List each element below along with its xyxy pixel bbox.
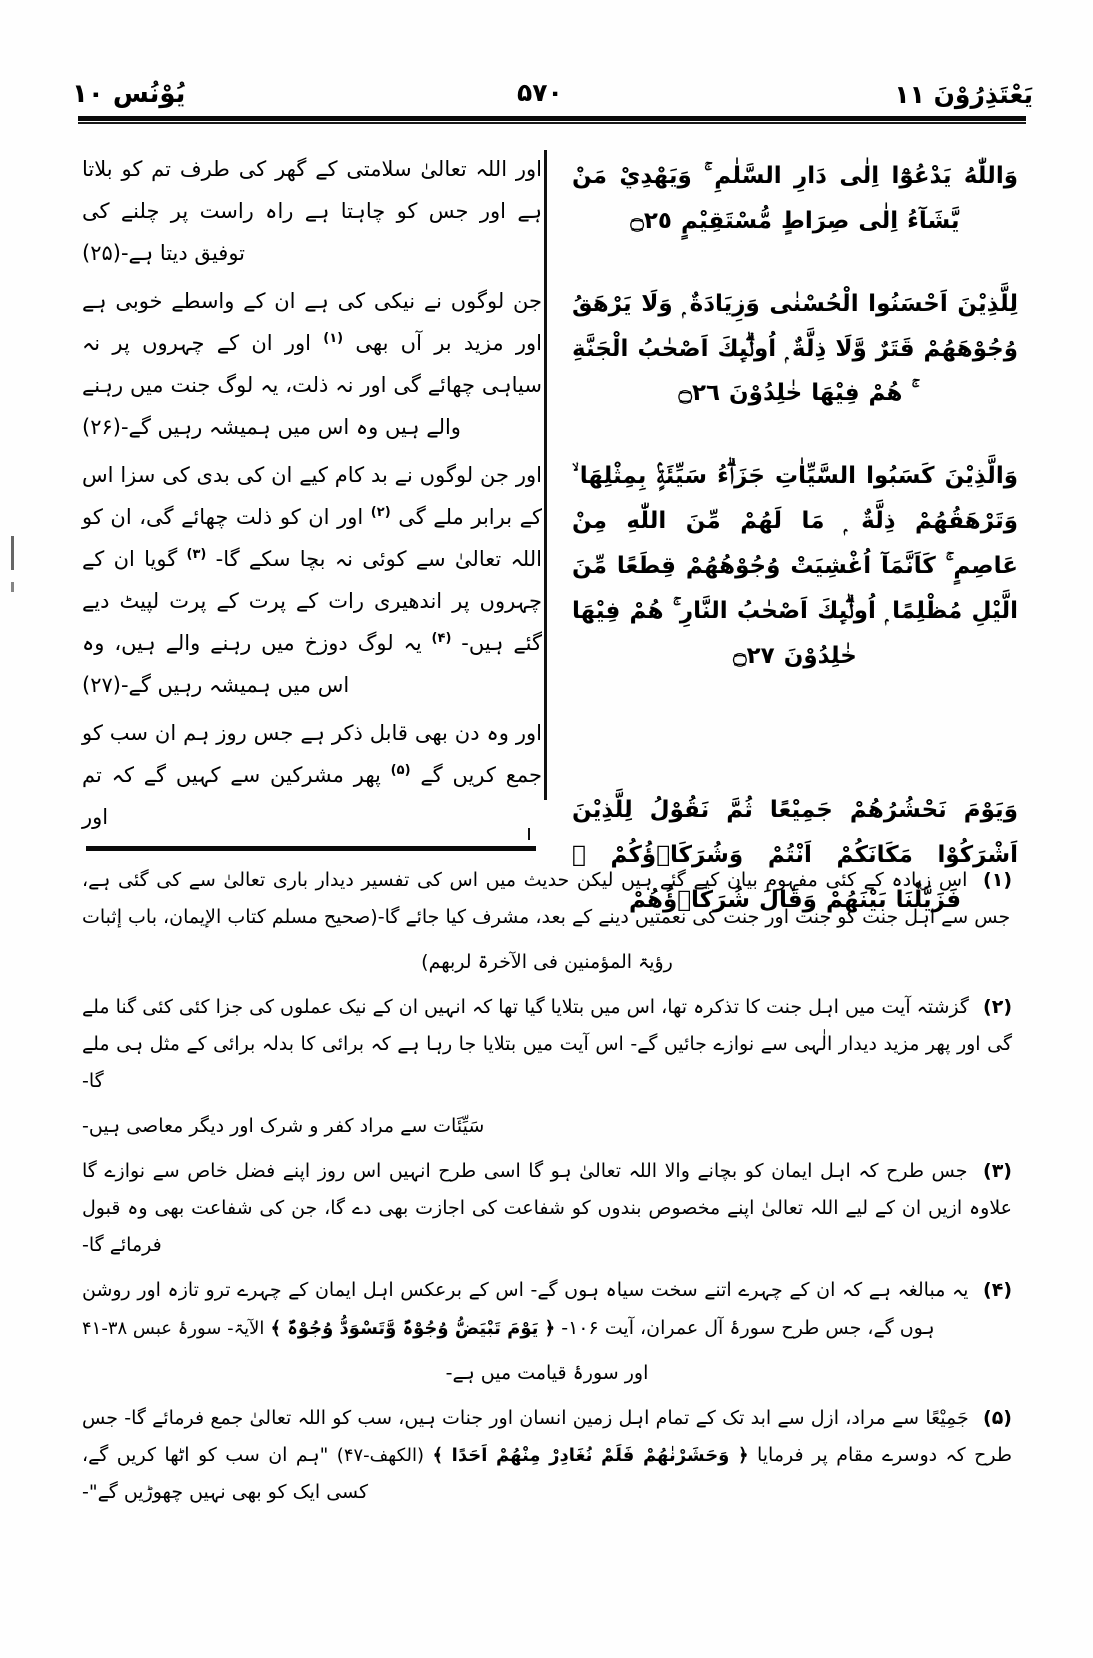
ayah-verse-25: وَاللّٰهُ يَدْعُوْٓا اِلٰى دَارِ السَّلٰمِ ۚ وَيَهْدِيْ مَنْ يَّشَآءُ اِلٰى صِرَاطٍ مُّسْتَقِيْمٍ ۝٢٥ bbox=[572, 163, 1018, 234]
column-divider bbox=[544, 150, 547, 800]
urdu-text-26a: جن لوگوں نے نیکی کی ہے ان کے واسطے خوبی ہے اور مزید بر آں بھی bbox=[82, 289, 542, 355]
urdu-text-25: اور اللہ تعالیٰ سلامتی کے گھر کی طرف تم کو بلاتا ہے اور جس کو چاہتا ہے راہ راست پر چلنے کی توفیق دیتا ہے-(۲۵) bbox=[82, 157, 542, 265]
footnote-separator-rule bbox=[86, 846, 536, 851]
footnote-ref-5[interactable]: (۵) bbox=[390, 763, 411, 778]
urdu-translation-28 bbox=[82, 712, 542, 838]
footnote-rule-tick bbox=[528, 828, 530, 840]
footnote-5-arabic-quote: ﴿ وَحَشَرْنٰهُمْ فَلَمْ نُغَادِرْ مِنْهُمْ اَحَدًا ﴾ bbox=[432, 1444, 749, 1466]
footnote-4-reference: الآیۃ- سورۂ عبس ۳۸-۴۱ bbox=[82, 1317, 265, 1339]
page-header bbox=[72, 58, 1033, 110]
ayah-verse-26: لِلَّذِيْنَ اَحْسَنُوا الْحُسْنٰى وَزِيَادَةٌ ۭ وَلَا يَرْهَقُ وُجُوْهَهُمْ قَتَرٌ وَّلَا ذِلَّةٌ ۭ اُولٰۗىِٕكَ اَصْحٰبُ الْجَنَّةِ ۚ هُمْ فِيْهَا خٰلِدُوْنَ ۝٢٦ bbox=[572, 290, 1018, 407]
footnote-1-text: اس زیادہ کے کئی مفہوم بیان کیے گئے ہیں لیکن حدیث میں اس کی تفسیر دیدار باری تعالیٰ سے کی گئی ہے، جس سے اہل جنت کو جنت اور جنت کی نعمتیں دینے کے بعد، مشرف کیا جائے گا-(صحیح مسلم کتاب الإیمان، باب إثبات bbox=[82, 869, 1011, 929]
footnote-ref-1[interactable]: (۱) bbox=[323, 331, 344, 346]
footnote-1-citation: رؤیۃ المؤمنین فی الآخرۃ لربھم) bbox=[421, 951, 673, 974]
footnote-5-text: جَمِیْعًا سے مراد، ازل سے ابد تک کے تمام اہل زمین انسان اور جنات ہیں، سب کو اللہ تعالیٰ جمع فرمائے گا- جس طرح کہ دوسرے مقام پر فرمایا bbox=[82, 1406, 1012, 1466]
urdu-text-27d: یہ لوگ دوزخ میں رہنے والے ہیں، وہ اس میں ہمیشہ رہیں گے-(۲۷) bbox=[82, 631, 422, 697]
footnote-2-tail: سَیِّئَات سے مراد کفر و شرک اور دیگر معاصی ہیں- bbox=[82, 1115, 485, 1138]
footnote-ref-3[interactable]: (۳) bbox=[186, 547, 207, 562]
urdu-translation-25 bbox=[82, 148, 542, 274]
footnote-5 bbox=[82, 1400, 1012, 1511]
urdu-translation-27 bbox=[82, 454, 542, 706]
footnote-4-marker: (۴) bbox=[983, 1279, 1012, 1302]
urdu-translation-column bbox=[78, 140, 556, 829]
header-surah-title: يُوْنُس ١٠ bbox=[72, 79, 186, 110]
footnote-3-marker: (۳) bbox=[983, 1160, 1012, 1183]
urdu-text-27a: اور جن لوگوں نے بد کام کیے ان کی بدی کی سزا اس کے برابر ملے گی bbox=[82, 463, 542, 529]
ayah-verse-27: وَالَّذِيْنَ كَسَبُوا السَّيِّاٰتِ جَزَاۗءُ سَيِّئَةٍۢ بِمِثْلِهَا ۙ وَتَرْهَقُهُمْ ذِلَّةٌ ۭ مَا لَهُمْ مِّنَ اللّٰهِ مِنْ عَاصِمٍ ۚ كَاَنَّمَآ اُغْشِيَتْ وُجُوْهُهُمْ قِطَعًا مِّنَ الَّيْلِ مُظْلِمًا ۭ اُولٰۗىِٕكَ اَصْحٰبُ النَّارِ ۚ هُمْ فِيْهَا خٰلِدُوْنَ ۝٢٧ bbox=[572, 463, 1018, 669]
footnote-3-text: جس طرح کہ اہل ایمان کو بچانے والا اللہ تعالیٰ ہو گا اسی طرح انہیں اس روز اپنے فضل خاص سے نوازے گا علاوہ ازیں ان کے لیے اللہ تعالیٰ اپنے مخصوص بندوں کو شفاعت کی اجازت بھی دے گا، جن کی شفاعت بھی وہ قبول فرمائے گا- bbox=[82, 1160, 1012, 1257]
footnote-2-text: گزشتہ آیت میں اہل جنت کا تذکرہ تھا، اس میں بتلایا گیا تھا کہ انہیں ان کے نیک عملوں کی جزا کئی کئی گنا ملے گی اور پھر مزید دیدار الٰہی سے نوازے جائیں گے- اس آیت میں بتلایا جا رہا ہے کہ برائی کا بدلہ برائی کے مثل ہی ملے گا- bbox=[82, 996, 1012, 1093]
footnote-5-reference: (الکھف-۴۷) bbox=[336, 1444, 425, 1466]
footnote-4-arabic-quote: ﴿ یَوْمَ تَبْیَضُّ وُجُوْہٌ وَّتَسْوَدُّ وُجُوْہٌ ﴾ bbox=[270, 1317, 556, 1339]
footnote-1-marker: (۱) bbox=[983, 869, 1012, 891]
footnote-3 bbox=[82, 1153, 1012, 1264]
ayah-verse-28: وَيَوْمَ نَحْشُرُهُمْ جَمِيْعًا ثُمَّ نَقُوْلُ لِلَّذِيْنَ اَشْرَكُوْا مَكَانَكُمْ اَنْتُمْ وَشُرَكَاۗؤُكُمْ ۚ فَزَيَّلْنَا بَيْنَهُمْ وَقَالَ شُرَكَاۗؤُهُمْ bbox=[572, 797, 1018, 914]
urdu-translation-26 bbox=[82, 280, 542, 448]
urdu-text-28a: اور وہ دن بھی قابل ذکر ہے جس روز ہم ان سب کو جمع کریں گے bbox=[82, 721, 542, 787]
header-divider-rule-thin bbox=[78, 122, 1026, 124]
urdu-text-26b: اور ان کے چہروں پر نہ سیاہی چھائے گی اور نہ ذلت، یہ لوگ جنت میں رہنے والے ہیں وہ اس میں ہمیشہ رہیں گے-(۲۶) bbox=[82, 331, 542, 439]
urdu-text-28b: پھر مشرکین سے کہیں گے کہ تم اور bbox=[82, 763, 381, 829]
arabic-text-column bbox=[556, 140, 1026, 914]
footnote-4-tail: اور سورۂ قیامت میں ہے- bbox=[445, 1361, 649, 1384]
footnote-2-marker: (۲) bbox=[983, 996, 1012, 1019]
footnote-ref-4[interactable]: (۴) bbox=[431, 631, 452, 646]
footnote-4-text: یہ مبالغہ ہے کہ ان کے چہرے اتنے سخت سیاہ ہوں گے- اس کے برعکس اہل ایمان کے چہرے ترو تازہ اور روشن ہوں گے، جس طرح سورۂ آل عمران، آیت ۱۰۶- bbox=[82, 1279, 969, 1339]
footnote-ref-2[interactable]: (۲) bbox=[370, 505, 391, 520]
footnotes-section bbox=[82, 862, 1012, 1519]
header-para-title: يَعْتَذِرُوْنَ ١١ bbox=[894, 80, 1033, 110]
header-page-number: ۵۷۰ bbox=[516, 78, 563, 108]
footnote-5-marker: (۵) bbox=[983, 1406, 1012, 1429]
footnote-2 bbox=[82, 989, 1012, 1100]
scan-edge-mark-upper bbox=[11, 536, 14, 570]
footnote-5-translation: "ہم ان سب کو اٹھا کریں گے، کسی ایک کو بھی نہیں چھوڑیں گے"- bbox=[82, 1443, 369, 1503]
scan-edge-mark-lower bbox=[11, 582, 14, 592]
urdu-text-27c: گویا ان کے چہروں پر اندھیری رات کے پرت کے پرت لپیٹ دیے گئے ہیں- bbox=[82, 547, 542, 655]
header-divider-rule bbox=[78, 116, 1026, 121]
urdu-text-27b: اور ان کو ذلت چھائے گی، ان کو اللہ تعالیٰ سے کوئی نہ بچا سکے گا- bbox=[82, 505, 542, 571]
footnote-1 bbox=[82, 862, 1012, 936]
footnote-4 bbox=[82, 1272, 1012, 1346]
